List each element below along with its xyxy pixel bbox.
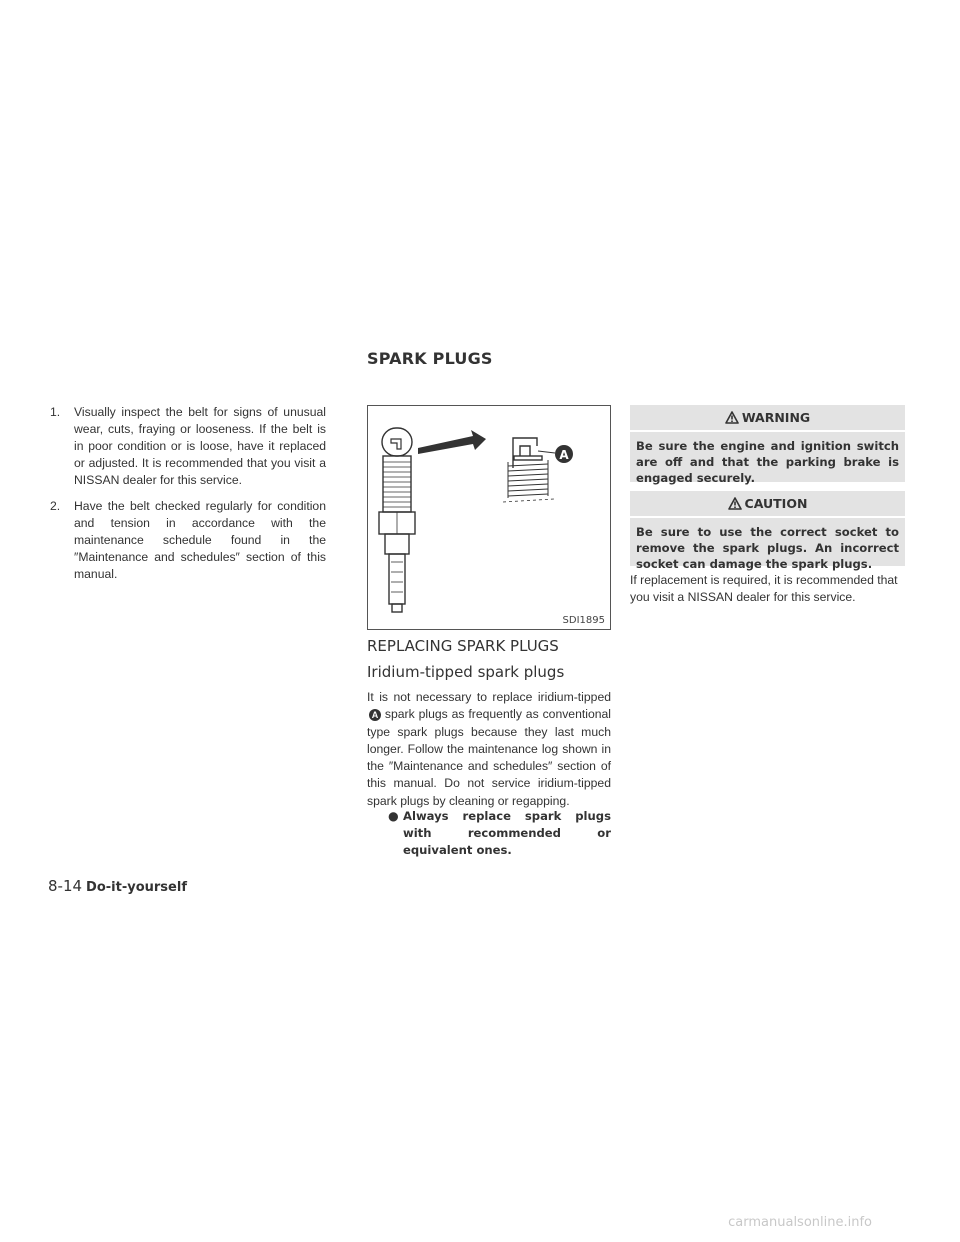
caution-box	[630, 491, 905, 571]
list-item	[50, 498, 326, 583]
warning-label: WARNING	[741, 410, 811, 425]
bullet-dot-icon: ●	[388, 809, 399, 823]
bullet-text: Always replace spark plugs with recommended or equivalent ones.	[403, 809, 611, 857]
replacement-paragraph: If replacement is required, it is recommended that you visit a NISSAN dealer for this service.	[630, 573, 898, 604]
instruction-list	[50, 404, 326, 583]
page-footer	[48, 877, 187, 895]
section-title: SPARK PLUGS	[367, 349, 493, 368]
warning-box	[630, 405, 905, 485]
item-text: Have the belt checked regularly for condition and tension in accordance with the maintenance schedule found in the ″Maintenance and schedules″ section of this manual.	[74, 499, 326, 581]
callout-a: A	[559, 448, 569, 462]
bullet-item	[367, 808, 611, 859]
warning-header	[630, 405, 905, 430]
caution-label: CAUTION	[744, 496, 808, 511]
figure-code: SDI1895	[562, 615, 605, 626]
page-number: 8-14	[48, 877, 83, 895]
item-text: Visually inspect the belt for signs of unusual wear, cuts, fraying or looseness. If the belt is in poor condition or is loose, have it replaced or adjusted. It is recommended that you visit a NISSAN dealer for this service.	[74, 405, 326, 487]
heading-replacing: REPLACING SPARK PLUGS	[367, 637, 559, 655]
spark-plug-figure	[367, 405, 611, 630]
warning-text: Be sure the engine and ignition switch are off and that the parking brake is engaged securely.	[636, 439, 899, 485]
iridium-paragraph	[367, 689, 611, 810]
caution-triangle-icon	[728, 497, 742, 510]
item-number: 2.	[50, 499, 61, 513]
watermark: carmanualsonline.info	[728, 1215, 872, 1230]
caution-header	[630, 491, 905, 516]
list-item	[50, 404, 326, 489]
para-start: It is not necessary to replace iridium-tipped	[367, 690, 611, 704]
item-number: 1.	[50, 405, 61, 419]
caution-text: Be sure to use the correct socket to remove the spark plugs. An incorrect socket can damage the spark plugs.	[636, 525, 899, 571]
belt-instructions	[50, 404, 326, 592]
footer-section: Do-it-yourself	[86, 880, 187, 895]
warning-triangle-icon	[725, 411, 739, 424]
callout-a-inline: A	[369, 709, 381, 721]
spark-plug-illustration	[368, 406, 610, 629]
subheading-iridium: Iridium-tipped spark plugs	[367, 663, 565, 681]
para-end: spark plugs as frequently as conventional type spark plugs because they last much longer. Follow the maintenance log shown in the ″Maintenance and schedules″ section of this manual. Do not service iridium-tipped spark plugs by cleaning or regapping.	[367, 707, 612, 808]
